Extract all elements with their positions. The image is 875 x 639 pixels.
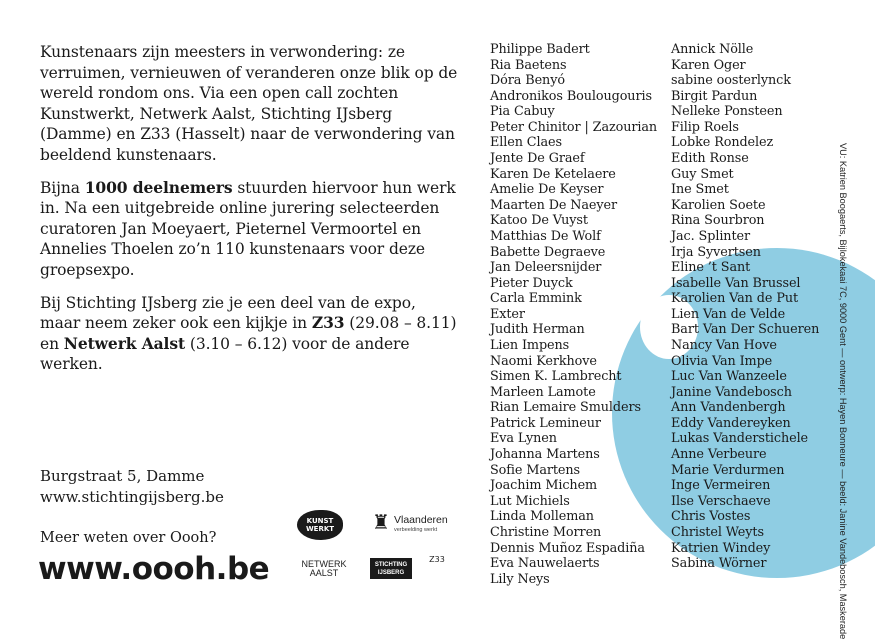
intro-paragraph-2 — [40, 178, 460, 281]
artist-name: Inge Vermeiren — [671, 478, 771, 494]
artist-name: Anne Verbeure — [671, 447, 767, 463]
artist-name: Judith Herman — [490, 322, 585, 338]
artist-name: Ilse Verschaeve — [671, 493, 771, 509]
artist-name: Irja Syvertsen — [671, 244, 761, 260]
artist-name: Matthias De Wolf — [490, 228, 601, 244]
artist-name: Johanna Martens — [490, 447, 600, 463]
artist-name: Simen K. Lambrecht — [490, 369, 622, 385]
artist-name: Christel Weyts — [671, 524, 764, 540]
artist-name: Karolien Soete — [671, 197, 766, 213]
artist-name: Chris Vostes — [671, 509, 751, 525]
artist-name: Birgit Pardun — [671, 88, 758, 104]
artist-name: Luc Van Wanzeele — [671, 369, 787, 385]
artist-name: Nelleke Ponsteen — [671, 104, 783, 120]
vlaanderen-logo — [372, 506, 452, 538]
artist-name: Peter Chinitor | Zazourian — [490, 119, 658, 135]
artist-name: Olivia Van Impe — [671, 353, 773, 369]
artist-name: Exter — [490, 306, 525, 322]
intro-paragraph-3 — [40, 293, 460, 375]
participants-count: 1000 deelnemers — [84, 177, 233, 197]
artist-name: Eline ’t Sant — [671, 260, 751, 276]
website-link[interactable]: www.stichtingijsberg.be — [40, 488, 224, 506]
artist-name: Jac. Splinter — [671, 228, 750, 244]
artist-name: Karolien Van de Put — [671, 291, 799, 307]
stichting-logo-line2: IJSBERG — [377, 569, 405, 576]
stichting-logo-line1: STICHTING — [374, 561, 408, 568]
lion-icon: ♜ — [372, 510, 390, 534]
venue-netwerk-aalst: Netwerk Aalst — [63, 333, 186, 353]
artist-name: Linda Molleman — [490, 509, 594, 525]
artist-name: Maarten De Naeyer — [490, 197, 618, 213]
artist-name: Janine Vandebosch — [671, 384, 792, 400]
main-url-link[interactable]: www.oooh.be — [38, 551, 270, 587]
artist-name: Amelie De Keyser — [490, 182, 604, 198]
artist-name: Guy Smet — [671, 166, 734, 182]
artist-name: Eddy Vandereyken — [671, 415, 791, 431]
kunstwerkt-logo-line1: KUNST — [306, 517, 334, 525]
artist-name: Eva Nauwelaerts — [490, 556, 600, 572]
netwerk-logo-line1: NETWERK — [301, 559, 347, 569]
artist-name: sabine oosterlynck — [671, 73, 791, 89]
artist-name: Naomi Kerkhove — [490, 353, 597, 369]
artist-name: Sofie Martens — [490, 462, 581, 478]
artist-name: Ellen Claes — [490, 135, 562, 151]
artist-name: Ria Baetens — [490, 57, 567, 73]
artist-name: Ine Smet — [671, 182, 729, 198]
artist-name: Pia Cabuy — [490, 104, 555, 120]
artist-name: Edith Ronse — [671, 151, 749, 167]
artist-name: Lien Impens — [490, 337, 570, 353]
artist-name: Karen Oger — [671, 57, 746, 73]
venue-z33-dates: (29.08 – 8.11) en — [40, 314, 457, 353]
artist-name: Jan Deleersnijder — [490, 260, 602, 276]
intro-p3-text: Bij Stichting IJsberg zie je een deel van de expo, maar neem zeker ook een kijkje in — [40, 293, 416, 333]
artist-name: Patrick Lemineur — [490, 415, 601, 431]
artist-name: Dóra Benyó — [490, 73, 565, 89]
artist-name: Babette Degraeve — [490, 244, 606, 260]
artist-name: Joachim Michem — [490, 478, 598, 494]
intro-p2-text-rest: stuurden hiervoor hun werk in. Na een uitgebreide online jurering selecteerden curatoren Jan Moeyaert, Pieternel Vermoortel en Annelies Thoelen zo’n 110 kunstenaars voor deze groepsexpo. — [40, 178, 456, 279]
artist-list-column-2 — [671, 42, 819, 572]
artist-name: Karen De Ketelaere — [490, 166, 616, 182]
artist-name: Katrien Windey — [671, 540, 771, 556]
netwerk-logo-line2: AALST — [309, 568, 339, 578]
address-block — [40, 466, 224, 508]
artist-name: Rina Sourbron — [671, 213, 765, 229]
artist-name: Marleen Lamote — [490, 384, 596, 400]
artist-name: Lien Van de Velde — [671, 306, 786, 322]
artist-name: Pieter Duyck — [490, 275, 573, 291]
intro-p2-text: Bijna — [40, 178, 85, 197]
artist-name: Ann Vandenbergh — [671, 400, 786, 416]
artist-name: Annick Nölle — [671, 42, 754, 57]
artist-name: Rian Lemaire Smulders — [490, 400, 641, 416]
z33-logo — [428, 556, 446, 580]
artist-name: Eva Lynen — [490, 431, 557, 447]
artist-name: Lut Michiels — [490, 493, 570, 509]
venue-z33: Z33 — [311, 313, 345, 333]
z33-logo-text: Z33 — [429, 555, 445, 564]
artist-name: Jente De Graef — [490, 151, 585, 167]
artist-list-column-1 — [490, 42, 657, 587]
artist-name: Isabelle Van Brussel — [671, 275, 801, 291]
artist-name: Katoo De Vuyst — [490, 213, 588, 229]
colophon-vertical: VU: Katrien Boogaerts, Bijlokekaai 7C, 9000 Gent — ontwerp: Hayen Bonneure — beeld: Janine Vandebosch, Maskerade — [838, 143, 848, 639]
artist-name: Lobke Rondelez — [671, 135, 774, 151]
kunstwerkt-logo — [297, 510, 343, 540]
artist-name: Dennis Muñoz Espadiña — [490, 540, 645, 556]
vlaanderen-logo-tagline: verbeelding werkt — [394, 527, 438, 533]
artist-name: Nancy Van Hove — [671, 337, 777, 353]
kunstwerkt-logo-line2: WERKT — [305, 525, 335, 533]
artist-name: Lily Neys — [490, 571, 550, 587]
more-info-label: Meer weten over Oooh? — [40, 530, 217, 546]
artist-name: Filip Roels — [671, 119, 739, 135]
intro-text — [40, 42, 460, 387]
artist-name: Christine Morren — [490, 524, 602, 540]
netwerk-aalst-logo — [292, 560, 356, 578]
intro-paragraph-1: Kunstenaars zijn meesters in verwondering: ze verruimen, vernieuwen of veranderen onze blik op de wereld rondom ons. Via een open call zochten Kunstwerkt, Netwerk Aalst, Stichting IJsberg (Damme) en Z33 (Hasselt) naar de verwondering van beeldend kunstenaars. — [40, 43, 458, 164]
artist-name: Carla Emmink — [490, 291, 582, 307]
street-address: Burgstraat 5, Damme — [40, 467, 205, 485]
artist-name: Lukas Vanderstichele — [671, 431, 809, 447]
artist-name: Marie Verdurmen — [671, 462, 785, 478]
vlaanderen-logo-name: Vlaanderen — [394, 514, 448, 526]
stichting-ijsberg-logo — [370, 558, 412, 579]
artist-name: Sabina Wörner — [671, 556, 767, 572]
artist-name: Philippe Badert — [490, 42, 590, 57]
artist-name: Bart Van Der Schueren — [671, 322, 820, 338]
artist-name: Andronikos Boulougouris — [490, 88, 652, 104]
venue-netwerk-dates: (3.10 – 6.12) voor de andere werken. — [40, 334, 410, 374]
